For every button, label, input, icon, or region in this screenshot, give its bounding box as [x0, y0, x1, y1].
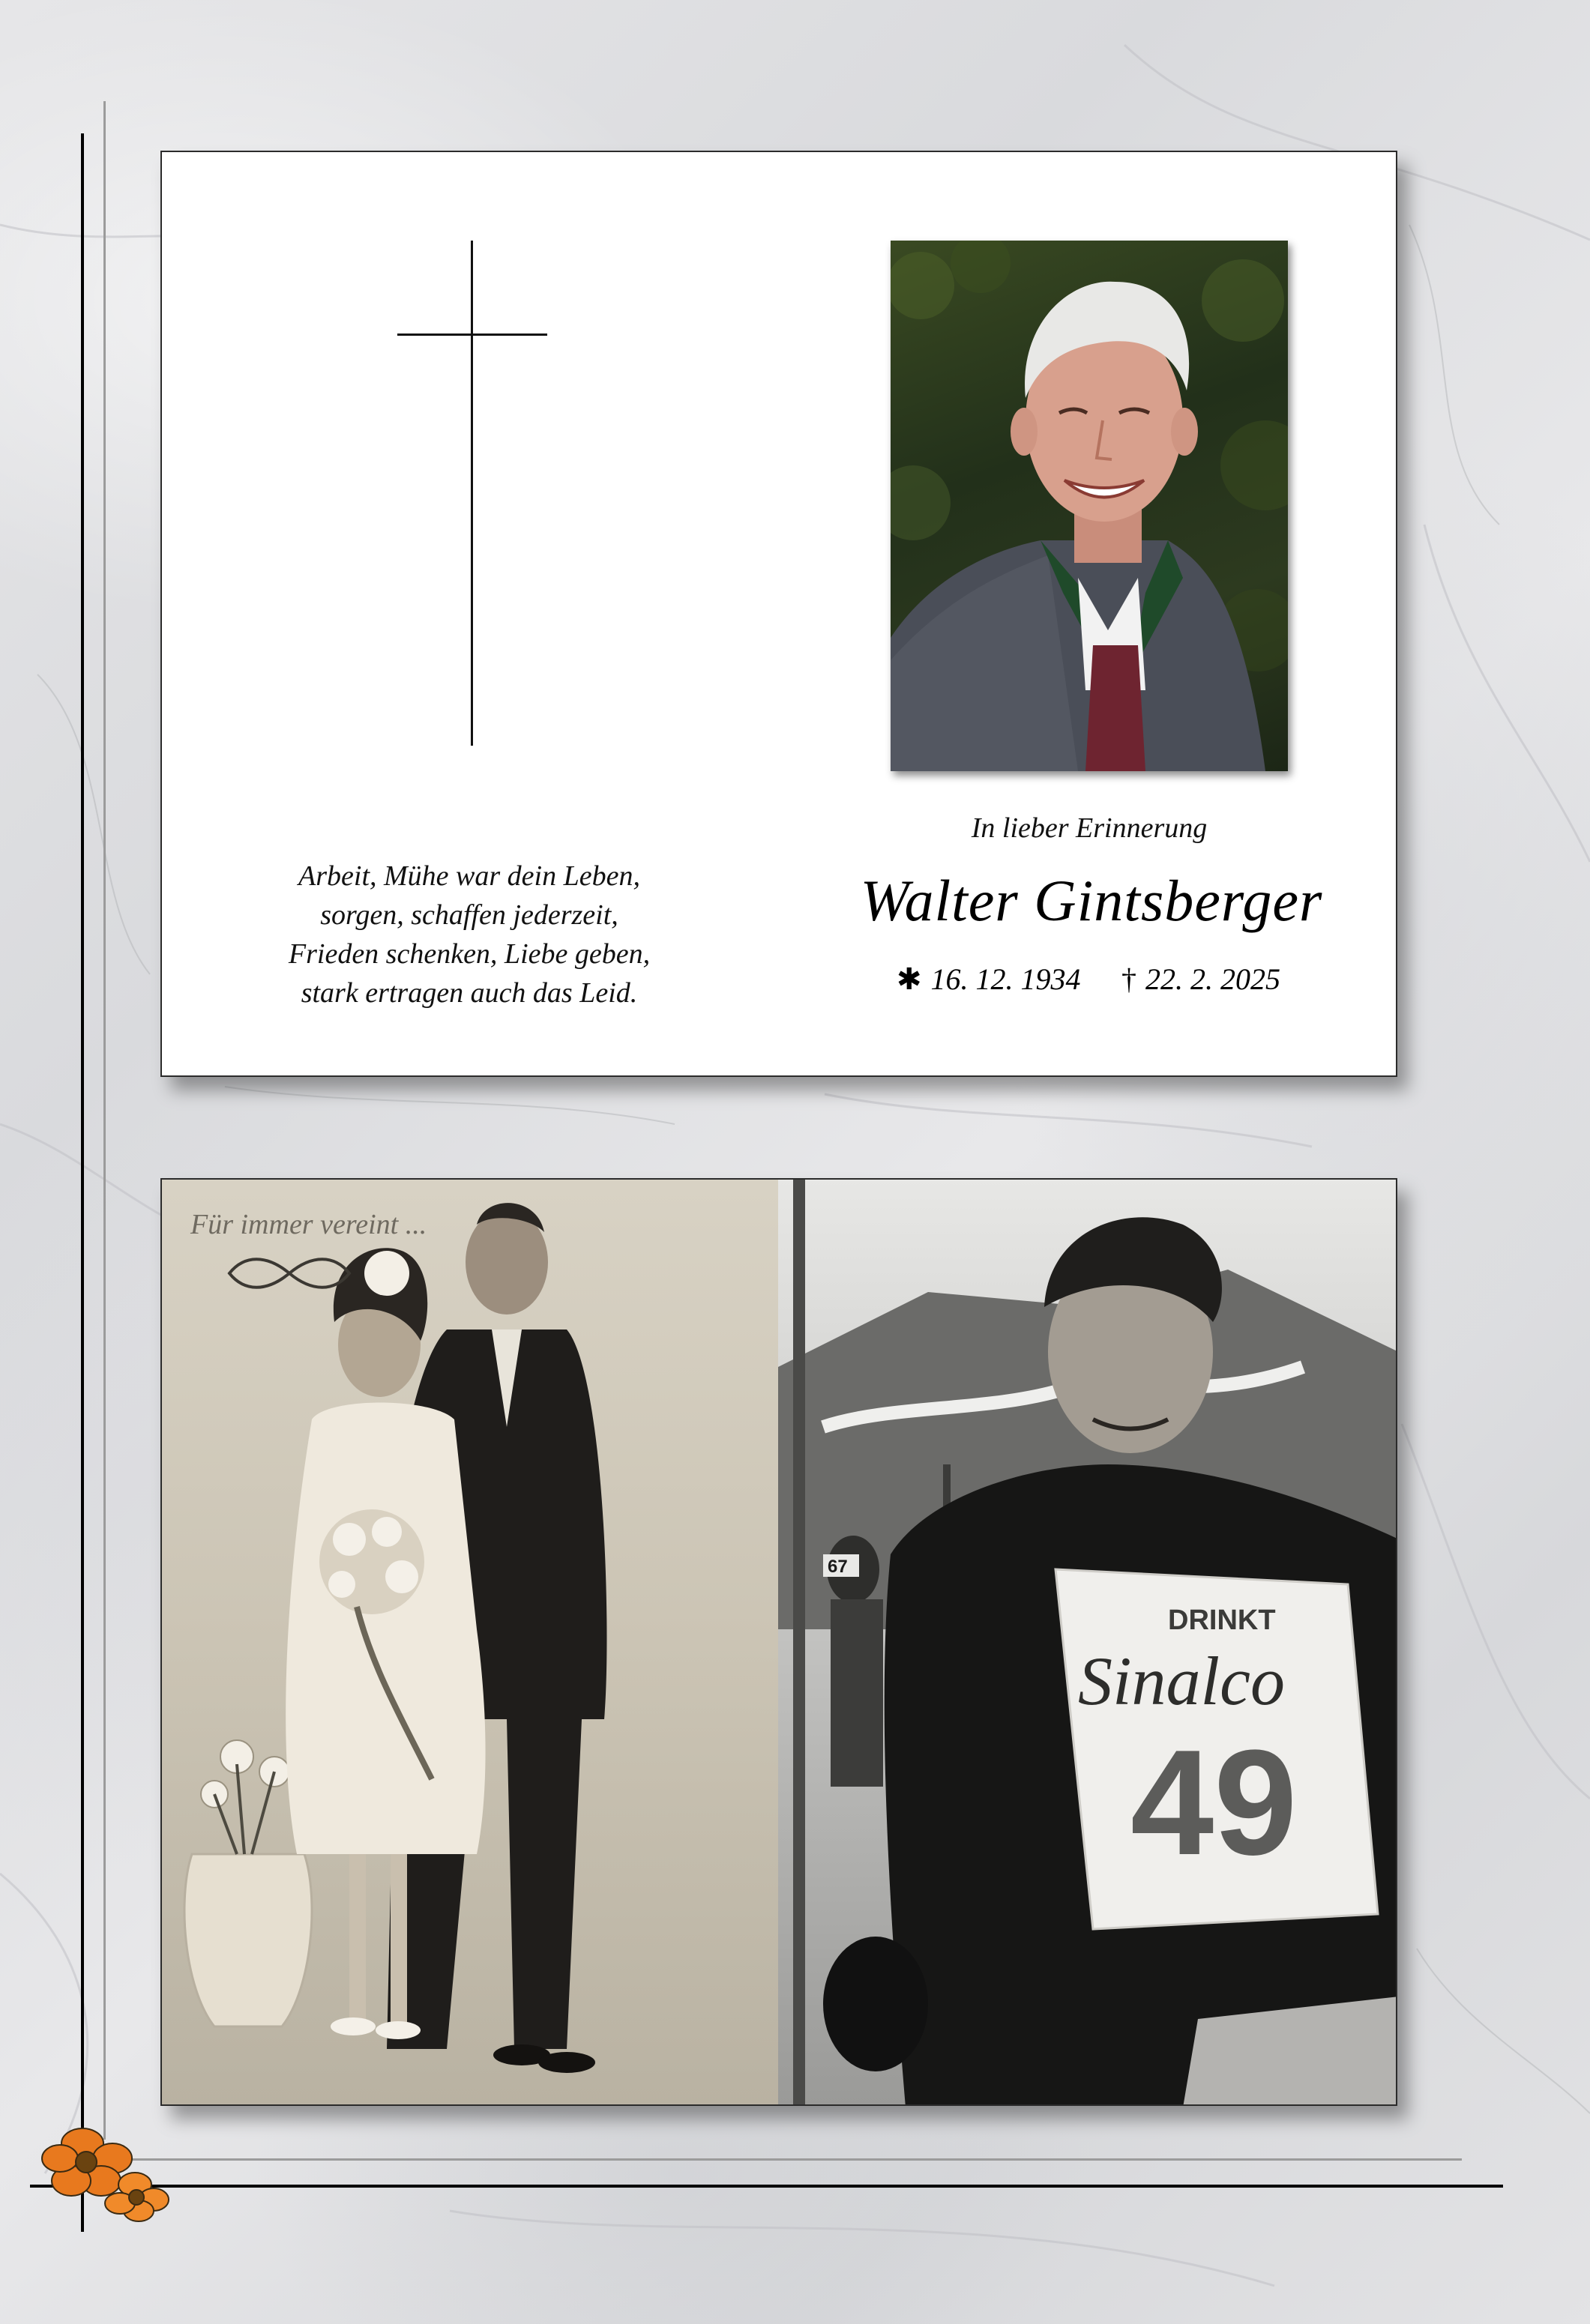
infinity-icon	[229, 1259, 349, 1288]
portrait-illustration	[891, 241, 1288, 771]
flower-icon	[30, 2113, 172, 2226]
cross-icon-bar	[397, 333, 547, 336]
portrait-photo	[891, 241, 1288, 771]
birth-symbol: ✱	[897, 962, 922, 996]
bib-brand: Sinalco	[1078, 1643, 1285, 1719]
frame-line-horizontal-thin	[112, 2158, 1462, 2161]
death-date	[1121, 962, 1280, 997]
memorial-heading: In lieber Erinnerung	[971, 812, 1208, 844]
death-symbol: †	[1121, 962, 1136, 996]
memorial-card	[160, 151, 1397, 1077]
bib-number: 49	[1130, 1719, 1298, 1886]
background-bib-number: 67	[828, 1557, 848, 1577]
photo-card	[160, 1178, 1397, 2106]
poem-line: Frieden schenken, Liebe geben,	[288, 938, 651, 970]
poem-line: Arbeit, Mühe war dein Leben,	[298, 860, 640, 892]
death-date-value: 22. 2. 2025	[1145, 962, 1280, 996]
frame-line-vertical	[81, 133, 84, 2232]
cross-icon	[471, 241, 473, 746]
wedding-photo	[162, 1180, 778, 2106]
frame-line-vertical-thin	[103, 101, 106, 2140]
ski-illustration	[778, 1180, 1397, 2106]
ski-photo	[778, 1180, 1397, 2106]
wedding-caption: Für immer vereint ...	[190, 1209, 427, 1240]
bib-brand-top: DRINKT	[1168, 1605, 1276, 1636]
birth-date-value: 16. 12. 1934	[930, 962, 1081, 996]
poem-line: stark ertragen auch das Leid.	[301, 977, 638, 1009]
wedding-illustration	[162, 1180, 778, 2106]
memorial-poem	[259, 857, 679, 1012]
frame-line-horizontal	[30, 2185, 1503, 2188]
deceased-name: Walter Gintsberger	[860, 868, 1323, 933]
birth-date	[897, 962, 1081, 997]
poem-line: sorgen, schaffen jederzeit,	[320, 899, 618, 931]
